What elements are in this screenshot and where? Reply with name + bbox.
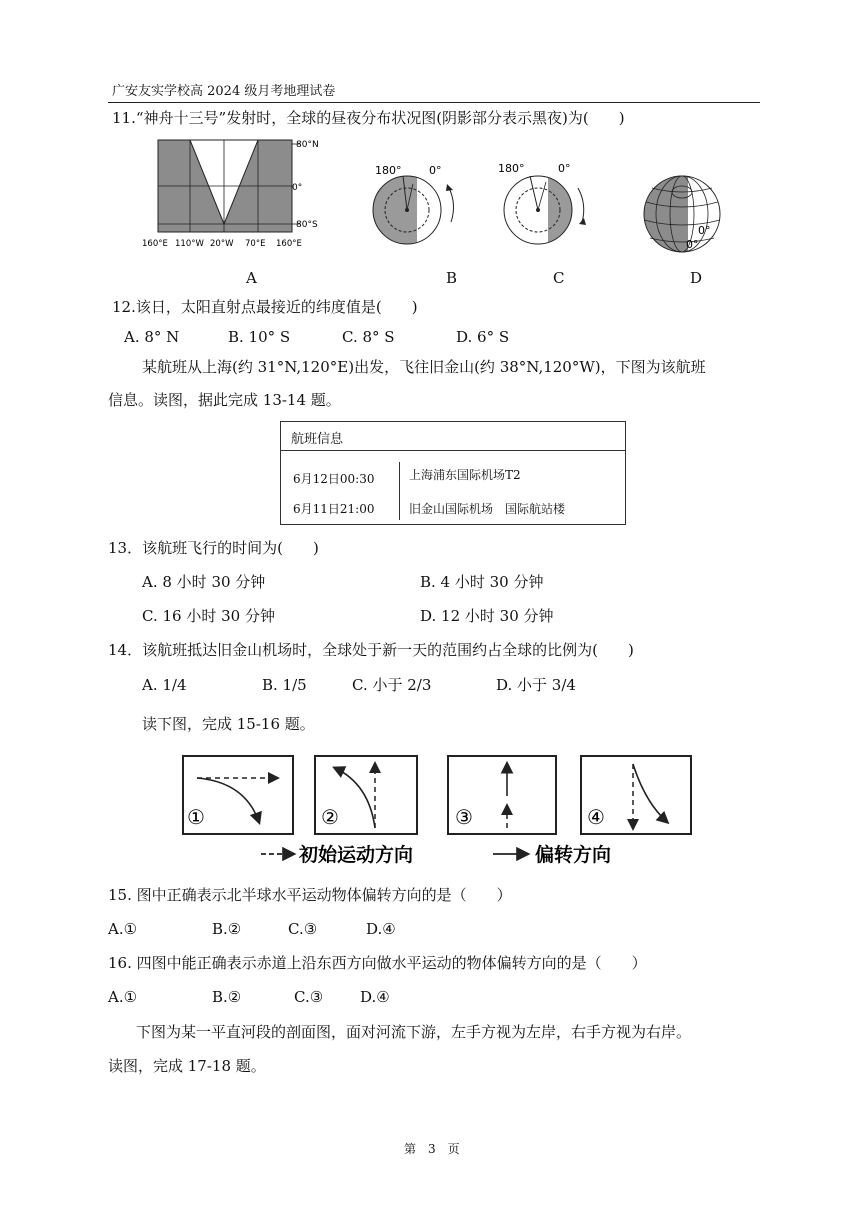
figure-d-globe	[636, 168, 732, 264]
q16-stem: 16. 四图中能正确表示赤道上沿东西方向做水平运动的物体偏转方向的是（ ）	[108, 954, 647, 972]
fig-c-label-180: 180°	[498, 162, 525, 175]
q16-option-b: B.②	[212, 988, 242, 1006]
q14-option-d: D. 小于 3/4	[496, 676, 576, 694]
panel-4-label: ④	[587, 805, 605, 829]
q13-option-c: C. 16 小时 30 分钟	[142, 607, 275, 625]
q14-stem: 14．该航班抵达旧金山机场时，全球处于新一天的范围约占全球的比例为( )	[108, 641, 634, 659]
fig-c-label-0: 0°	[558, 162, 571, 175]
panel-3-label: ③	[455, 805, 473, 829]
q14-option-c: C. 小于 2/3	[352, 676, 432, 694]
q13-option-a: A. 8 小时 30 分钟	[142, 573, 266, 591]
lon-label-2: 110°W	[175, 239, 204, 249]
option-label-a: A	[246, 269, 257, 287]
q12-stem: 12.该日，太阳直射点最接近的纬度值是( )	[112, 298, 418, 316]
q15-option-b: B.②	[212, 920, 242, 938]
q15-option-d: D.④	[366, 920, 396, 938]
lat-label-0: 0°	[292, 183, 303, 193]
page-number: 第 3 页	[404, 1142, 460, 1156]
figure-a-map	[140, 134, 340, 264]
q13-option-b: B. 4 小时 30 分钟	[420, 573, 544, 591]
q13-stem: 13．该航班飞行的时间为( )	[108, 539, 319, 557]
lon-label-1: 160°E	[142, 239, 168, 249]
fig-b-label-0: 0°	[429, 164, 442, 177]
flight-row1-time: 6月12日00:30	[293, 472, 375, 486]
flight-row1-place: 上海浦东国际机场T2	[409, 468, 521, 482]
intro-13-line2: 信息。读图，据此完成 13-14 题。	[108, 391, 341, 409]
q16-option-a: A.①	[108, 988, 138, 1006]
deflection-figure	[175, 750, 705, 875]
q12-option-a: A. 8° N	[124, 328, 180, 346]
intro-13-line1: 某航班从上海(约 31°N,120°E)出发，飞往旧金山(约 38°N,120°W)，下图为该航班	[142, 358, 706, 376]
q12-option-d: D. 6° S	[456, 328, 510, 346]
panel-2-label: ②	[321, 805, 339, 829]
q16-option-d: D.④	[360, 988, 390, 1006]
lat-label-80s: 80°S	[296, 220, 318, 230]
lon-label-5: 160°E	[276, 239, 302, 249]
q14-option-b: B. 1/5	[262, 676, 307, 694]
figure-c-polar	[492, 158, 602, 268]
flight-info-divider	[399, 462, 400, 520]
q11-stem: 11.“神舟十三号”发射时，全球的昼夜分布状况图(阴影部分表示黑夜)为( )	[112, 109, 625, 127]
flight-info-title: 航班信息	[291, 432, 344, 447]
option-label-b: B	[446, 269, 458, 287]
exam-header: 广安友实学校高 2024 级月考地理试卷	[112, 84, 336, 99]
q15-option-c: C.③	[288, 920, 318, 938]
option-label-c: C	[553, 269, 565, 287]
q15-stem: 15. 图中正确表示北半球水平运动物体偏转方向的是（ ）	[108, 886, 512, 904]
q16-option-c: C.③	[294, 988, 324, 1006]
option-label-d: D	[690, 269, 703, 287]
header-rule	[108, 102, 760, 103]
flight-row2-place: 旧金山国际机场 国际航站楼	[409, 502, 566, 516]
panel-1-label: ①	[187, 805, 205, 829]
fig-d-label-0b: 0°	[686, 238, 699, 251]
fig-b-label-180: 180°	[375, 164, 402, 177]
intro-17-line1: 下图为某一平直河段的剖面图，面对河流下游，左手方视为左岸，右手方视为右岸。	[136, 1023, 692, 1041]
q13-option-d: D. 12 小时 30 分钟	[420, 607, 554, 625]
q12-option-b: B. 10° S	[228, 328, 291, 346]
flight-info-box	[280, 421, 626, 525]
lat-label-80n: 80°N	[296, 140, 319, 150]
flight-row2-time: 6月11日21:00	[293, 502, 375, 516]
intro-17-line2: 读图，完成 17-18 题。	[108, 1057, 266, 1075]
fig-d-label-0a: 0°	[698, 224, 711, 237]
lon-label-4: 70°E	[245, 239, 266, 249]
legend-initial-label: 初始运动方向	[299, 844, 414, 866]
figure-b-polar	[365, 160, 475, 270]
q12-option-c: C. 8° S	[342, 328, 395, 346]
legend-deflect-label: 偏转方向	[535, 844, 612, 866]
q14-option-a: A. 1/4	[142, 676, 187, 694]
lon-label-3: 20°W	[210, 239, 234, 249]
intro-15: 读下图，完成 15-16 题。	[142, 715, 315, 733]
flight-info-rule	[281, 450, 625, 451]
q15-option-a: A.①	[108, 920, 138, 938]
